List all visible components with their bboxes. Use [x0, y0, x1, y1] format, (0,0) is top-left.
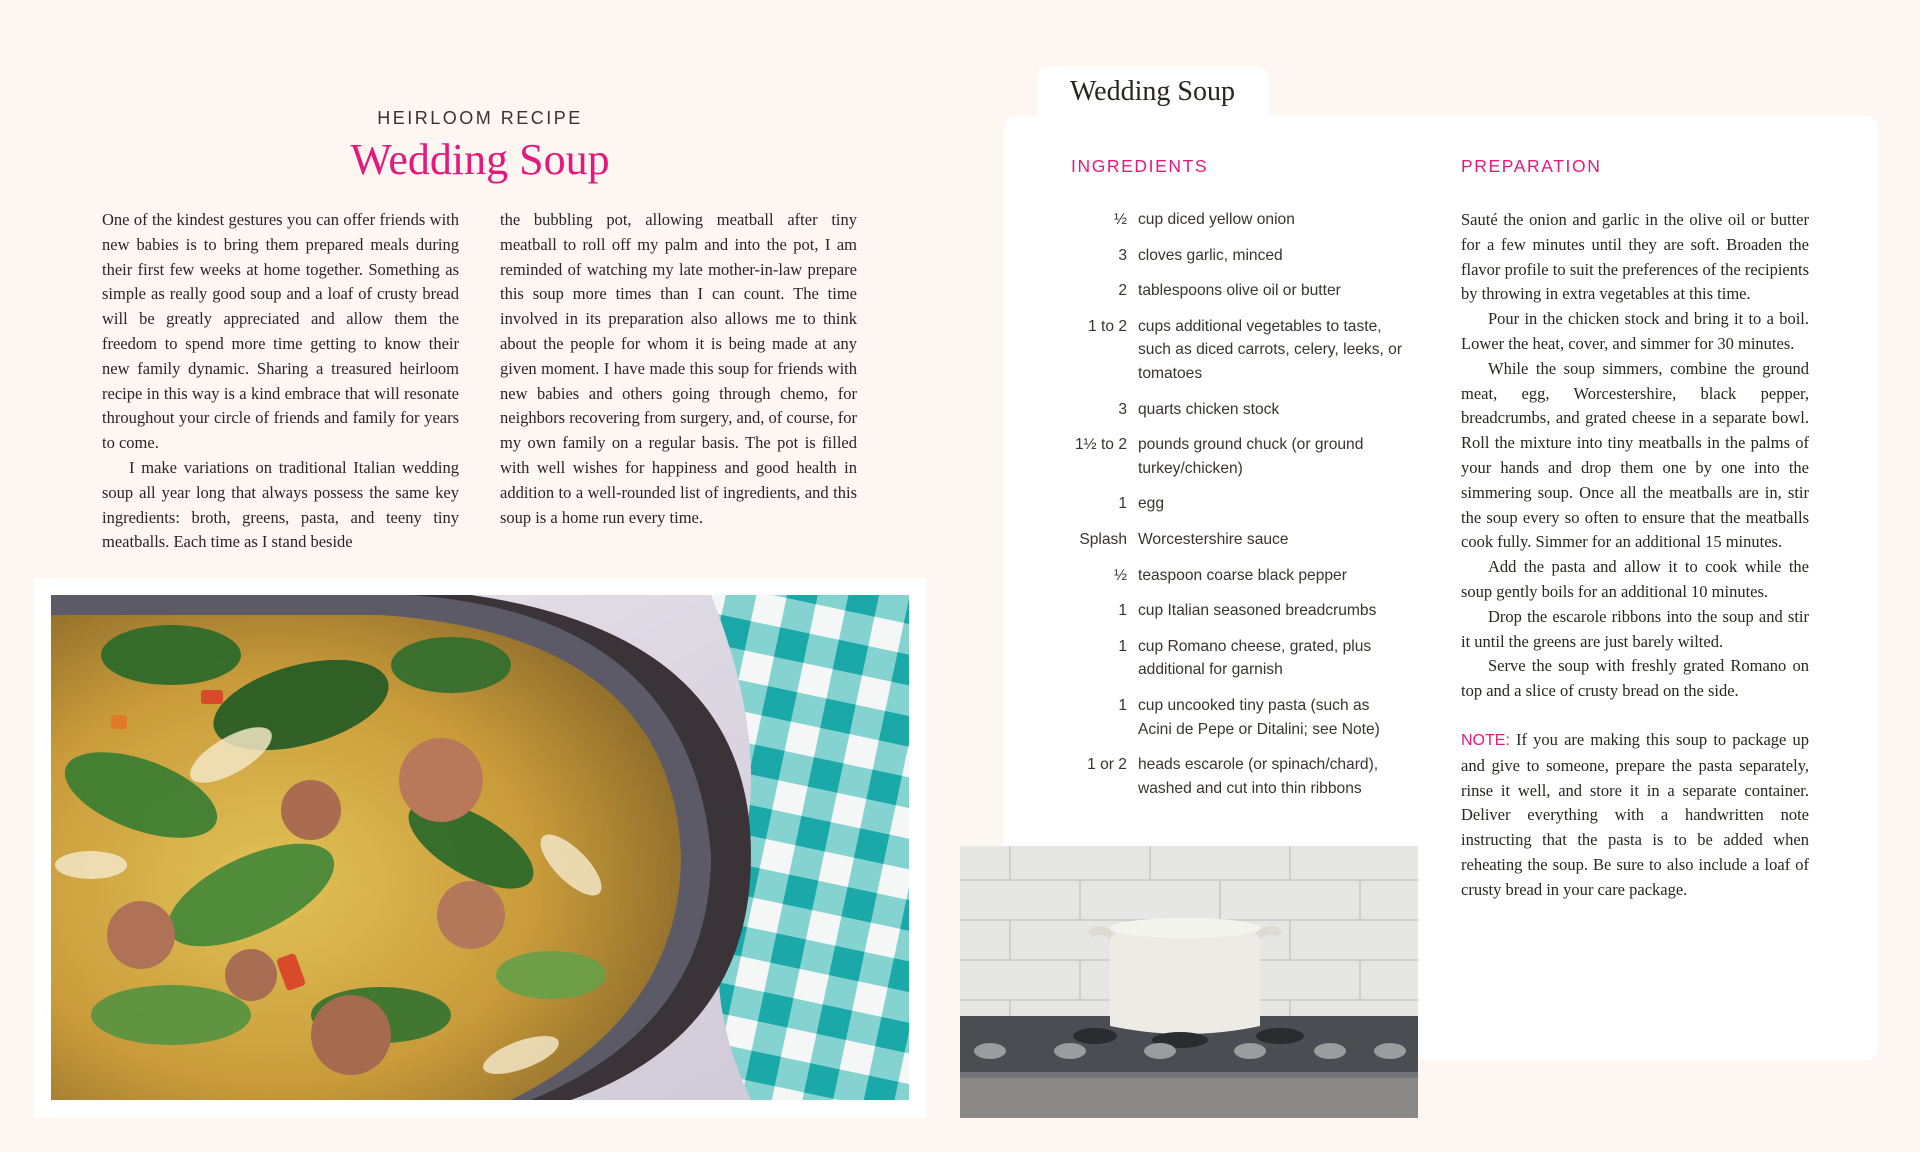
ingredient-quantity: 1: [1118, 495, 1127, 513]
ingredient-text: tablespoons olive oil or butter: [1138, 282, 1341, 300]
preparation-paragraph: Pour in the chicken stock and bring it to a boil. Lower the heat, cover, and simmer for 30 minutes.: [1461, 309, 1809, 353]
note-label: NOTE:: [1461, 731, 1510, 749]
stovetop-pot-photo: [960, 846, 1418, 1118]
ingredient-row: [1060, 398, 1406, 422]
ingredient-row: [1060, 492, 1406, 516]
intro-column-1: [102, 208, 459, 555]
ingredient-text: heads escarole (or spinach/chard), washed and cut into thin ribbons: [1138, 756, 1379, 797]
ingredient-row: [1060, 433, 1406, 480]
ingredient-quantity: 1: [1118, 637, 1127, 655]
note-text: If you are making this soup to package up and give to someone, prepare the pasta separately, rinse it well, and store it in a separate container. Deliver everything with a handwritten note instructing that the pasta is to be added when reheating the soup. Be sure to also include a loaf of crusty bread in your care package.: [1461, 729, 1809, 899]
intro-column-2: [500, 208, 857, 530]
ingredient-row: [1060, 528, 1406, 552]
ingredient-row: [1060, 564, 1406, 588]
ingredient-row: [1060, 694, 1406, 741]
ingredients-list: [1060, 208, 1406, 812]
ingredient-row: [1060, 315, 1406, 386]
ingredient-row: [1060, 599, 1406, 623]
ingredient-quantity: 3: [1118, 400, 1127, 418]
recipe-card-title: Wedding Soup: [1070, 76, 1235, 107]
preparation-paragraph: Add the pasta and allow it to cook while the soup gently boils for an additional 10 minutes.: [1461, 557, 1809, 601]
ingredient-quantity: 3: [1118, 246, 1127, 264]
preparation-steps: [1461, 208, 1809, 903]
section-eyebrow: HEIRLOOM RECIPE: [377, 108, 583, 128]
ingredient-row: [1060, 244, 1406, 268]
ingredient-text: pounds ground chuck (or ground turkey/chicken): [1138, 436, 1364, 477]
preparation-paragraph: Drop the escarole ribbons into the soup and stir it until the greens are just barely wilted.: [1461, 606, 1809, 651]
intro-paragraph: the bubbling pot, allowing meatball after tiny meatball to roll off my palm and into the pot, I am reminded of watching my late mother-in-law prepare this soup more times than I can count. The time involved in its preparation also allows me to think about the people for whom it is being made at any given moment. I have made this soup for friends with new babies and others going through chemo, for neighbors recovering from surgery, and, of course, for my own family on a regular basis. The pot is filled with well wishes for happiness and good health in addition to a well-rounded list of ingredients, and this soup is a home run every time.: [500, 210, 857, 527]
ingredient-text: cup Italian seasoned breadcrumbs: [1138, 602, 1377, 620]
preparation-heading: PREPARATION: [1461, 156, 1602, 176]
ingredient-text: teaspoon coarse black pepper: [1138, 566, 1347, 584]
ingredient-text: quarts chicken stock: [1138, 400, 1280, 418]
ingredient-quantity: 1 or 2: [1087, 756, 1127, 774]
ingredients-heading: INGREDIENTS: [1071, 156, 1209, 176]
page-title: Wedding Soup: [350, 135, 610, 184]
ingredient-text: cup Romano cheese, grated, plus additional for garnish: [1138, 637, 1372, 679]
ingredient-text: Worcestershire sauce: [1138, 530, 1289, 548]
ingredient-quantity: Splash: [1079, 530, 1127, 548]
ingredient-row: [1060, 279, 1406, 303]
ingredient-text: cup diced yellow onion: [1138, 211, 1295, 228]
ingredient-quantity: 2: [1118, 282, 1127, 300]
intro-paragraph: I make variations on traditional Italian wedding soup all year long that always possess the same key ingredients: broth, greens, pasta, and teeny tiny meatballs. Each time as I stand beside: [102, 457, 459, 552]
ingredient-row: [1060, 635, 1406, 682]
soup-bowl-photo: [51, 595, 909, 1100]
ingredient-row: [1060, 753, 1406, 800]
ingredient-text: cup uncooked tiny pasta (such as Acini de Pepe or Ditalini; see Note): [1138, 696, 1380, 738]
ingredient-quantity: ½: [1113, 211, 1127, 228]
ingredient-text: cloves garlic, minced: [1138, 246, 1283, 264]
preparation-paragraph: While the soup simmers, combine the ground meat, egg, Worcestershire, black pepper, breadcrumbs, and grated cheese in a separate bowl. Roll the mixture into tiny meatballs in the palms of your hands and drop them one by one into the simmering soup. Once all the meatballs are in, stir the soup every so often to ensure that the meatballs cook fully. Simmer for an additional 15 minutes.: [1461, 358, 1809, 552]
ingredient-text: egg: [1138, 495, 1165, 513]
ingredient-quantity: 1: [1118, 696, 1127, 714]
ingredient-quantity: 1: [1118, 602, 1127, 620]
ingredient-row: [1060, 208, 1406, 232]
ingredient-quantity: 1½ to 2: [1074, 436, 1127, 454]
recipe-note: [1461, 728, 1809, 903]
preparation-paragraph: Sauté the onion and garlic in the olive oil or butter for a few minutes until they are soft. Broaden the flavor profile to suit the preferences of the recipients by throwing in extra vegetables at this time.: [1461, 210, 1809, 304]
preparation-paragraph: Serve the soup with freshly grated Romano on top and a slice of crusty bread on the side.: [1461, 656, 1809, 701]
ingredient-text: cups additional vegetables to taste, such as diced carrots, celery, leeks, or tomatoes: [1138, 317, 1403, 382]
intro-paragraph: One of the kindest gestures you can offer friends with new babies is to bring them prepared meals during their first few weeks at home together. Something as simple as really good soup and a loaf of crusty bread will be greatly appreciated and allow them the freedom to spend more time getting to know their new family dynamic. Sharing a treasured heirloom recipe in this way is a kind embrace that will resonate throughout your circle of friends and family for years to come.: [102, 210, 459, 453]
ingredient-quantity: 1 to 2: [1087, 317, 1127, 335]
ingredient-quantity: ½: [1113, 566, 1127, 584]
